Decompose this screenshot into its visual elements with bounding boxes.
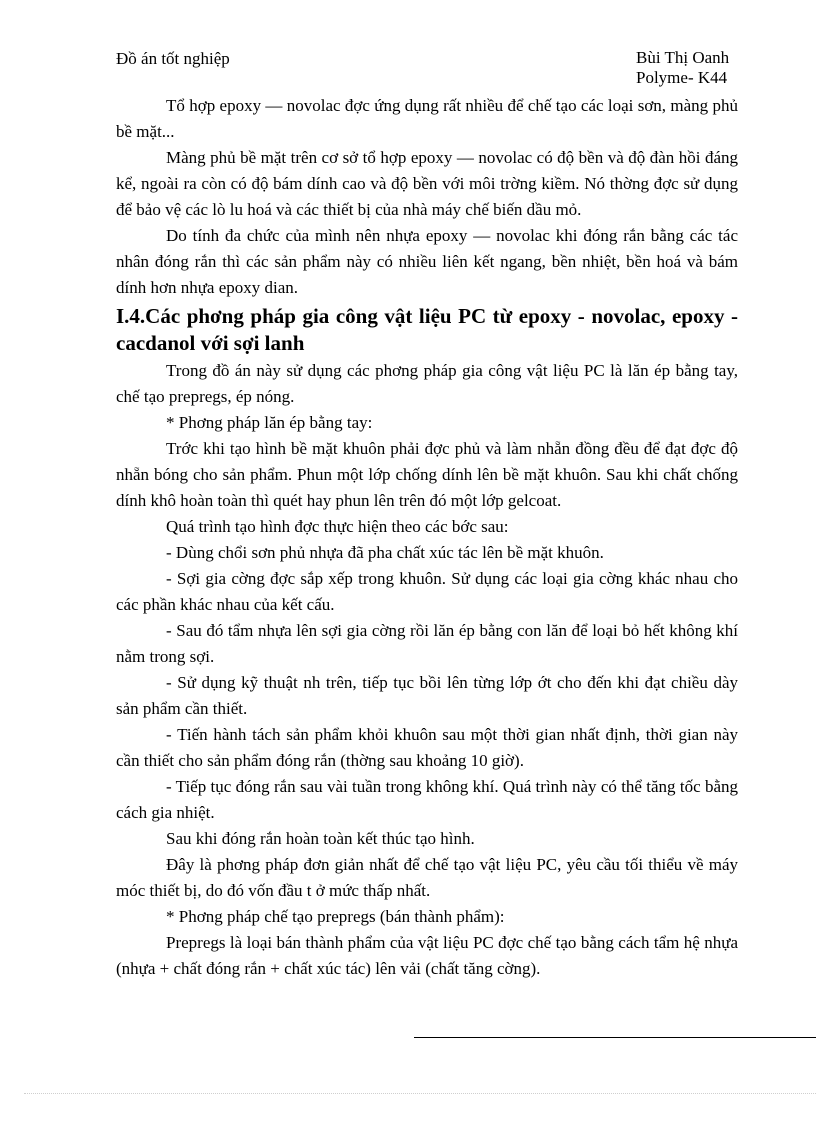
paragraph: Tổ hợp epoxy — novolac đợc ứng dụng rất nhiều để chế tạo các loại sơn, màng phủ bề mặt... (116, 96, 738, 141)
paragraph: Trớc khi tạo hình bề mặt khuôn phải đợc phủ và làm nhẵn đồng đều để đạt đợc độ nhẵn bóng cho sản phẩm. Phun một lớp chống dính lên bề mặt khuôn. Sau khi chất chống dính khô hoàn toàn thì quét hay phun lên trên đó một lớp gelcoat. (116, 439, 738, 510)
document-body (116, 93, 738, 982)
page-bottom-border (24, 1093, 816, 1094)
list-item: - Sử dụng kỹ thuật nh trên, tiếp tục bồi lên từng lớp ớt cho đến khi đạt chiều dày sản phẩm cần thiết. (116, 673, 738, 718)
list-item: - Tiến hành tách sản phẩm khỏi khuôn sau một thời gian nhất định, thời gian này cần thiết cho sản phẩm đóng rắn (thờng sau khoảng 10 giờ). (116, 725, 738, 770)
list-item: - Sau đó tẩm nhựa lên sợi gia cờng rồi lăn ép bằng con lăn để loại bỏ hết không khí nằm trong sợi. (116, 621, 738, 666)
paragraph: Quá trình tạo hình đợc thực hiện theo các bớc sau: (166, 517, 509, 536)
paragraph: * Phơng pháp lăn ép bằng tay: (166, 413, 373, 432)
paragraph: Đây là phơng pháp đơn giản nhất để chế tạo vật liệu PC, yêu cầu tối thiểu về máy móc thiết bị, do đó vốn đầu t ở mức thấp nhất. (116, 855, 738, 900)
header-author (636, 48, 729, 88)
footer-rule (414, 1037, 816, 1038)
header-author-class: Polyme- K44 (636, 68, 728, 87)
paragraph: Do tính đa chức của mình nên nhựa epoxy — novolac khi đóng rắn bằng các tác nhân đóng rắn thì các sản phẩm này có nhiều liên kết ngang, bền nhiệt, bền hoá và bám dính hơn nhựa epoxy dian. (116, 226, 738, 297)
section-heading: I.4.Các phơng pháp gia công vật liệu PC từ epoxy - novolac, epoxy - cacdanol với sợi lanh (116, 304, 738, 355)
list-item: - Dùng chổi sơn phủ nhựa đã pha chất xúc tác lên bề mặt khuôn. (166, 543, 604, 562)
header-author-name: Bùi Thị Oanh (636, 48, 730, 67)
list-item: - Sợi gia cờng đợc sắp xếp trong khuôn. Sử dụng các loại gia cờng khác nhau cho các phần khác nhau của kết cấu. (116, 569, 738, 614)
paragraph: * Phơng pháp chế tạo prepregs (bán thành phẩm): (166, 907, 505, 926)
paragraph: Sau khi đóng rắn hoàn toàn kết thúc tạo hình. (166, 829, 475, 848)
list-item: - Tiếp tục đóng rắn sau vài tuần trong không khí. Quá trình này có thể tăng tốc bằng cách gia nhiệt. (116, 777, 738, 822)
paragraph: Màng phủ bề mặt trên cơ sở tổ hợp epoxy — novolac có độ bền và độ đàn hồi đáng kể, ngoài ra còn có độ bám dính cao và độ bền với môi trờng kiềm. Nó thờng đợc sử dụng để bảo vệ các lò lu hoá và các thiết bị của nhà máy chế biến dầu mỏ. (116, 148, 738, 219)
paragraph: Prepregs là loại bán thành phẩm của vật liệu PC đợc chế tạo bằng cách tẩm hệ nhựa (nhựa + chất đóng rắn + chất xúc tác) lên vải (chất tăng cờng). (116, 933, 738, 978)
paragraph: Trong đồ án này sử dụng các phơng pháp gia công vật liệu PC là lăn ép bằng tay, chế tạo prepregs, ép nóng. (116, 361, 738, 406)
header-title: Đồ án tốt nghiệp (116, 49, 230, 68)
